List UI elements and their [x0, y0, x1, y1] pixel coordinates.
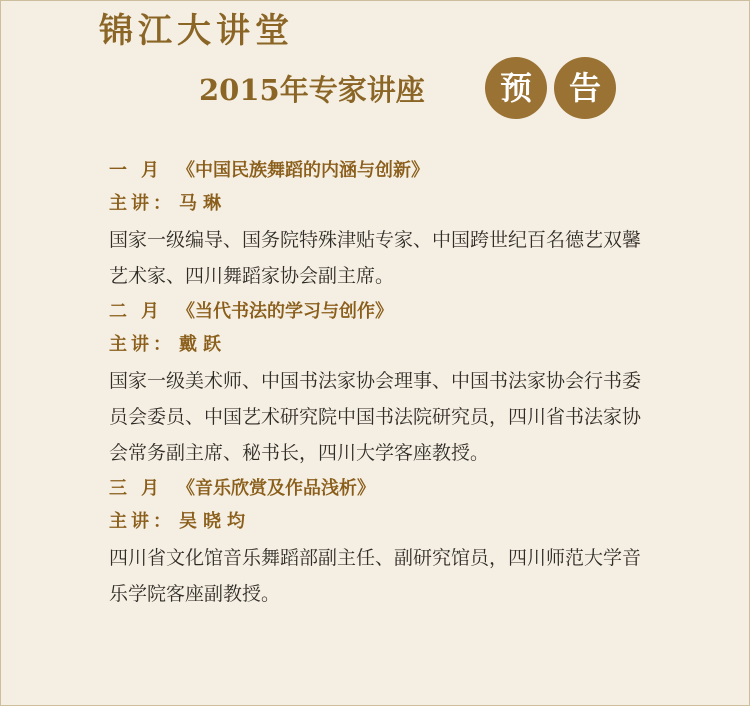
badge-circle: 告: [554, 57, 616, 119]
lecture-topic: 《当代书法的学习与创作》: [177, 301, 393, 322]
lecture-month: 一月: [109, 160, 173, 181]
lecture-heading: [109, 479, 669, 499]
lecture-speaker: [109, 335, 669, 355]
page-subtitle: 2015年专家讲座: [199, 73, 425, 107]
speaker-name: 吴晓均: [179, 511, 251, 532]
speaker-name: 戴跃: [179, 334, 227, 355]
page-title: 锦江大讲堂: [99, 11, 294, 51]
speaker-name: 马琳: [179, 193, 227, 214]
speaker-label: 主讲：: [109, 511, 175, 532]
lecture-speaker: [109, 512, 669, 532]
lecture-item: [109, 161, 669, 294]
speaker-bio: 国家一级编导、国务院特殊津贴专家、中国跨世纪百名德艺双馨艺术家、四川舞蹈家协会副主席。: [109, 229, 642, 287]
speaker-label: 主讲：: [109, 193, 175, 214]
lecture-month: 三月: [109, 478, 173, 499]
speaker-bio: 四川省文化馆音乐舞蹈部副主任、副研究馆员，四川师范大学音乐学院客座副教授。: [109, 547, 642, 605]
lecture-list: [109, 161, 669, 620]
lecture-speaker: [109, 194, 669, 214]
speaker-label: 主讲：: [109, 334, 175, 355]
speaker-bio: 国家一级美术师、中国书法家协会理事、中国书法家协会行书委员会委员、中国艺术研究院中国书法院研究员，四川省书法家协会常务副主席、秘书长，四川大学客座教授。: [109, 370, 642, 464]
lecture-heading: [109, 161, 669, 181]
lecture-heading: [109, 302, 669, 322]
badge-circle: 预: [485, 57, 547, 119]
lecture-item: [109, 479, 669, 612]
lecture-item: [109, 302, 669, 471]
lecture-topic: 《音乐欣赏及作品浅析》: [177, 478, 375, 499]
lecture-month: 二月: [109, 301, 173, 322]
lecture-topic: 《中国民族舞蹈的内涵与创新》: [177, 160, 429, 181]
